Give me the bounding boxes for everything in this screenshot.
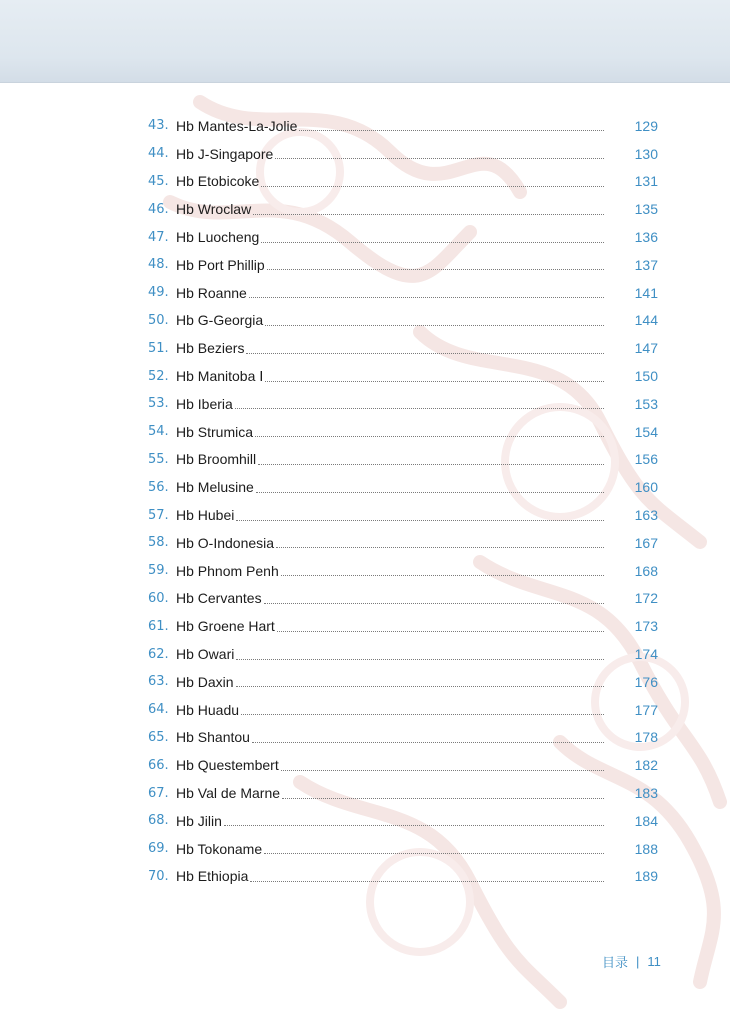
toc-entry-page: 130 xyxy=(634,145,658,162)
toc-entry[interactable] xyxy=(148,418,658,446)
toc-entry-number: 50. xyxy=(148,312,169,328)
toc-entry-title: Hb Wroclaw xyxy=(176,201,252,218)
page-footer xyxy=(602,952,661,971)
toc-entry[interactable] xyxy=(148,307,658,335)
toc-entry-title: Hb Strumica xyxy=(176,423,254,440)
toc-entry-page: 141 xyxy=(634,284,658,301)
toc-dot-leader xyxy=(253,214,604,215)
toc-entry[interactable] xyxy=(148,251,658,279)
toc-entry[interactable] xyxy=(148,612,658,640)
toc-entry[interactable] xyxy=(148,501,658,529)
toc-dot-leader xyxy=(299,130,604,131)
toc-entry[interactable] xyxy=(148,223,658,251)
toc-entry[interactable] xyxy=(148,696,658,724)
toc-entry-page: 189 xyxy=(634,868,658,885)
toc-dot-leader xyxy=(258,464,604,465)
toc-entry-page: 178 xyxy=(634,729,658,746)
toc-dot-leader xyxy=(264,603,604,604)
toc-entry[interactable] xyxy=(148,640,658,668)
toc-entry-page: 188 xyxy=(634,840,658,857)
toc-entry[interactable] xyxy=(148,585,658,613)
toc-entry-page: 177 xyxy=(634,701,658,718)
footer-separator: | xyxy=(636,954,640,969)
toc-entry-title: Hb Manitoba Ⅰ xyxy=(176,367,264,384)
toc-entry-number: 55. xyxy=(148,451,169,467)
toc-entry-number: 45. xyxy=(148,173,169,189)
toc-entry-page: 167 xyxy=(634,534,658,551)
toc-entry[interactable] xyxy=(148,724,658,752)
toc-entry-page: 184 xyxy=(634,812,658,829)
toc-entry-title: Hb Owari xyxy=(176,646,235,663)
toc-entry-title: Hb Daxin xyxy=(176,673,234,690)
toc-entry[interactable] xyxy=(148,334,658,362)
toc-entry-page: 129 xyxy=(634,117,658,134)
toc-dot-leader xyxy=(275,158,604,159)
toc-entry-page: 137 xyxy=(634,256,658,273)
toc-dot-leader xyxy=(264,853,604,854)
toc-entry-title: Hb Tokoname xyxy=(176,840,263,857)
toc-entry-number: 59. xyxy=(148,563,169,579)
toc-entry-number: 47. xyxy=(148,229,169,245)
toc-dot-leader xyxy=(250,881,604,882)
toc-dot-leader xyxy=(252,742,604,743)
toc-entry-number: 70. xyxy=(148,868,169,884)
toc-entry-title: Hb Huadu xyxy=(176,701,240,718)
table-of-contents xyxy=(148,112,658,890)
toc-dot-leader xyxy=(235,408,604,409)
toc-entry-title: Hb O-Indonesia xyxy=(176,534,275,551)
toc-entry-number: 61. xyxy=(148,618,169,634)
toc-entry[interactable] xyxy=(148,835,658,863)
toc-entry-page: 160 xyxy=(634,479,658,496)
toc-entry-page: 153 xyxy=(634,395,658,412)
toc-entry-page: 131 xyxy=(634,173,658,190)
toc-entry-title: Hb Roanne xyxy=(176,284,247,301)
toc-entry-number: 58. xyxy=(148,535,169,551)
toc-entry-number: 64. xyxy=(148,702,169,718)
toc-entry-number: 46. xyxy=(148,201,169,217)
toc-entry-title: Hb Cervantes xyxy=(176,590,262,607)
toc-entry[interactable] xyxy=(148,557,658,585)
toc-dot-leader xyxy=(261,242,604,243)
toc-entry-title: Hb Questembert xyxy=(176,757,279,774)
toc-dot-leader xyxy=(236,686,604,687)
toc-entry-title: Hb Phnom Penh xyxy=(176,562,279,579)
toc-entry-page: 182 xyxy=(634,757,658,774)
toc-entry-page: 176 xyxy=(634,673,658,690)
toc-entry-number: 54. xyxy=(148,424,169,440)
toc-dot-leader xyxy=(281,575,604,576)
toc-entry[interactable] xyxy=(148,473,658,501)
toc-dot-leader xyxy=(256,492,604,493)
toc-entry-page: 183 xyxy=(634,785,658,802)
toc-entry-number: 68. xyxy=(148,813,169,829)
toc-entry-title: Hb Beziers xyxy=(176,340,245,357)
toc-entry-title: Hb Hubei xyxy=(176,507,235,524)
toc-entry-number: 49. xyxy=(148,285,169,301)
toc-entry-number: 48. xyxy=(148,257,169,273)
toc-entry-number: 63. xyxy=(148,674,169,690)
toc-dot-leader xyxy=(282,798,604,799)
toc-entry-title: Hb Groene Hart xyxy=(176,618,275,635)
toc-entry[interactable] xyxy=(148,195,658,223)
toc-entry[interactable] xyxy=(148,362,658,390)
footer-page-number: 11 xyxy=(647,954,661,969)
toc-entry-number: 43. xyxy=(148,118,169,134)
toc-dot-leader xyxy=(281,770,604,771)
toc-entry-page: 144 xyxy=(634,312,658,329)
toc-entry-number: 52. xyxy=(148,368,169,384)
toc-dot-leader xyxy=(255,436,604,437)
toc-entry[interactable] xyxy=(148,529,658,557)
toc-entry-number: 44. xyxy=(148,146,169,162)
toc-dot-leader xyxy=(277,631,604,632)
toc-entry-number: 53. xyxy=(148,396,169,412)
toc-entry-title: Hb Port Phillip xyxy=(176,256,265,273)
toc-entry-page: 135 xyxy=(634,201,658,218)
toc-entry-page: 154 xyxy=(634,423,658,440)
toc-entry-page: 156 xyxy=(634,451,658,468)
toc-entry[interactable] xyxy=(148,446,658,474)
toc-entry-page: 172 xyxy=(634,590,658,607)
toc-entry-page: 163 xyxy=(634,507,658,524)
toc-entry[interactable] xyxy=(148,279,658,307)
toc-entry[interactable] xyxy=(148,668,658,696)
toc-entry-title: Hb Jilin xyxy=(176,812,222,829)
toc-dot-leader xyxy=(249,297,604,298)
toc-entry-number: 67. xyxy=(148,785,169,801)
toc-entry-title: Hb Mantes-La-Jolie xyxy=(176,117,298,134)
toc-entry-title: Hb Val de Marne xyxy=(176,785,281,802)
toc-entry[interactable] xyxy=(148,168,658,196)
toc-dot-leader xyxy=(261,186,604,187)
toc-entry[interactable] xyxy=(148,751,658,779)
toc-entry-title: Hb Ethiopia xyxy=(176,868,249,885)
toc-entry-number: 56. xyxy=(148,479,169,495)
toc-dot-leader xyxy=(267,269,604,270)
toc-entry[interactable] xyxy=(148,390,658,418)
toc-dot-leader xyxy=(224,825,604,826)
toc-entry-number: 69. xyxy=(148,841,169,857)
toc-entry-title: Hb Iberia xyxy=(176,395,233,412)
toc-entry-number: 66. xyxy=(148,757,169,773)
toc-entry-page: 173 xyxy=(634,618,658,635)
toc-entry-title: Hb J-Singapore xyxy=(176,145,274,162)
toc-entry-page: 136 xyxy=(634,229,658,246)
toc-entry-number: 65. xyxy=(148,729,169,745)
toc-entry[interactable] xyxy=(148,807,658,835)
toc-entry-title: Hb Shantou xyxy=(176,729,250,746)
toc-entry[interactable] xyxy=(148,779,658,807)
toc-dot-leader xyxy=(241,714,604,715)
header-band xyxy=(0,0,730,83)
toc-entry-title: Hb Melusine xyxy=(176,479,254,496)
footer-section-label: 目录 xyxy=(602,955,629,970)
toc-dot-leader xyxy=(265,325,604,326)
toc-dot-leader xyxy=(276,547,604,548)
toc-entry[interactable] xyxy=(148,140,658,168)
toc-entry-page: 147 xyxy=(634,340,658,357)
toc-entry-title: Hb Luocheng xyxy=(176,229,260,246)
toc-dot-leader xyxy=(246,353,604,354)
toc-entry-title: Hb Etobicoke xyxy=(176,173,260,190)
toc-entry-number: 57. xyxy=(148,507,169,523)
toc-entry-number: 60. xyxy=(148,590,169,606)
toc-entry-page: 150 xyxy=(634,368,658,385)
toc-entry[interactable] xyxy=(148,112,658,140)
toc-entry-title: Hb G-Georgia xyxy=(176,312,264,329)
toc-entry-page: 174 xyxy=(634,646,658,663)
toc-entry-number: 51. xyxy=(148,340,169,356)
toc-dot-leader xyxy=(236,659,604,660)
toc-dot-leader xyxy=(236,520,604,521)
toc-entry-page: 168 xyxy=(634,562,658,579)
toc-entry-title: Hb Broomhill xyxy=(176,451,257,468)
toc-dot-leader xyxy=(265,381,604,382)
toc-entry-number: 62. xyxy=(148,646,169,662)
toc-entry[interactable] xyxy=(148,863,658,891)
